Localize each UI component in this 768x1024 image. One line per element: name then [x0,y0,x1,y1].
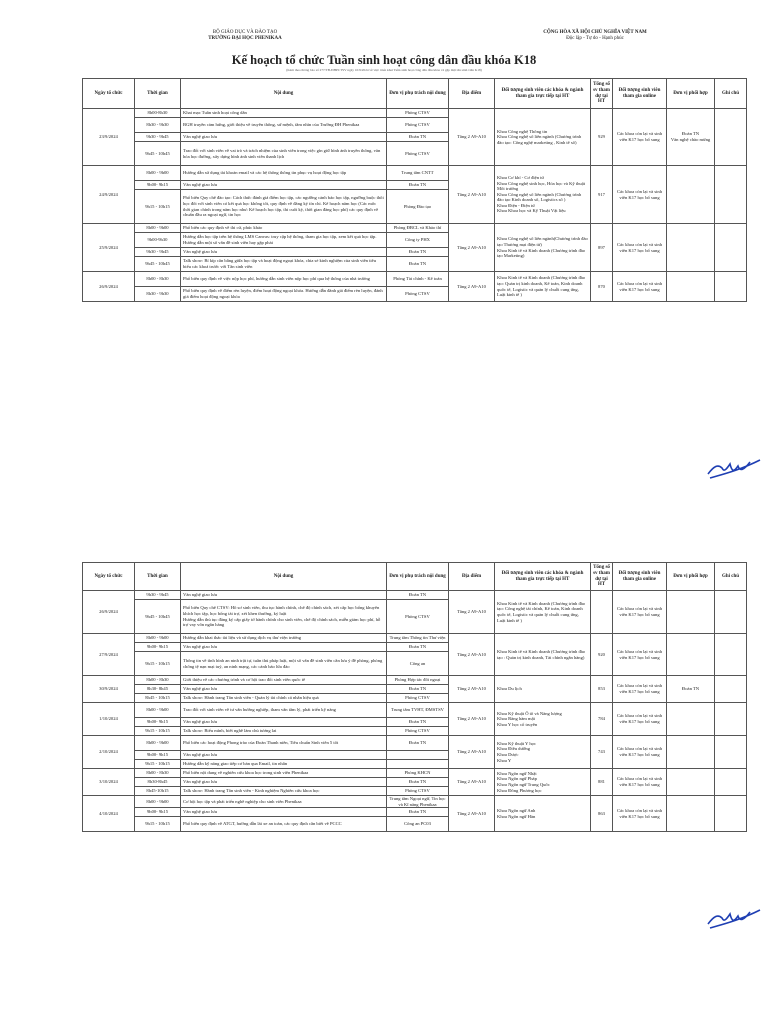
responsible-unit: Phòng CTSV [387,142,449,166]
column-header: Ghi chú [715,79,747,109]
event-location: Tầng 2 A9-A10 [449,591,495,634]
participant-groups: Khoa Kỹ thuật Ô tô và Năng lượng Khoa Răng hàm mặt Khoa Y học cổ truyền [495,703,591,736]
online-participants: Các khoa còn lại và sinh viên K17 học bổ sung [613,736,667,769]
column-header: Thời gian [135,563,181,591]
event-location: Tầng 2 A9-A10 [449,109,495,166]
participant-groups: Khoa Ngôn ngữ Anh Khoa Ngôn ngữ Hàn [495,796,591,832]
coordinating-unit [667,591,715,634]
responsible-unit: Trung tâm CNTT [387,166,449,181]
session-content: Văn nghệ giao lưu [181,778,387,787]
time-slot: 9h15 - 10h15 [135,190,181,224]
responsible-unit: Đoàn TN [387,257,449,272]
column-header: Thời gian [135,79,181,109]
coordinating-unit [667,796,715,832]
session-content: Talk show: Biểu mình, biết nghề làm chủ tương lai [181,727,387,736]
column-header: Ngày tổ chức [83,563,135,591]
event-date: 24/9/2024 [83,166,135,224]
responsible-unit: Trung tâm Thông tin Thư viện [387,634,449,643]
column-header: Đơn vị phụ trách nội dung [387,563,449,591]
attendee-count: 929 [591,109,613,166]
responsible-unit: Đoàn TN [387,808,449,817]
time-slot: 9h30 - 9h45 [135,591,181,600]
event-location: Tầng 2 A9-A10 [449,769,495,796]
responsible-unit [387,751,449,760]
session-content: Phổ biến quy định về việc nộp học phí, hướng dẫn sinh viên nộp học phí qua hệ thống của nhà trường [181,272,387,287]
time-slot: 9h15 - 10h15 [135,760,181,769]
coordinating-unit [667,224,715,272]
table-row [83,166,747,181]
time-slot: 9h00- 9h15 [135,181,181,190]
session-content: Văn nghệ giao lưu [181,808,387,817]
table-row [83,591,747,600]
session-content: Văn nghệ giao lưu [181,248,387,257]
event-location: Tầng 2 A9-A10 [449,796,495,832]
time-slot: 8h00 - 9h00 [135,166,181,181]
participant-groups: Khoa Công nghệ Thông tin Khoa Công nghệ số liên ngành (Chương trình đào tạo: Công nghệ marketing , Kinh tế số) [495,109,591,166]
session-content: Văn nghệ giao lưu [181,751,387,760]
session-content: Giới thiệu về các chương trình và cơ hội trao đổi sinh viên quốc tế [181,676,387,685]
responsible-unit: Đoàn TN [387,181,449,190]
time-slot: 9h30 - 9h45 [135,248,181,257]
session-content: Văn nghệ giao lưu [181,591,387,600]
schedule-table-1 [82,78,747,302]
coordinating-unit [667,736,715,769]
column-header: Đối tượng sinh viên các khóa & ngành tham gia trực tiếp tại HT [495,563,591,591]
column-header: Đối tượng sinh viên tham gia online [613,79,667,109]
session-content: Talk show: Hành trang Tân sinh viên - Quản lý tài chính cá nhân hiệu quả [181,694,387,703]
online-participants: Các khoa còn lại và sinh viên K17 học bổ sung [613,676,667,703]
participant-groups: Khoa Du lịch [495,676,591,703]
table-row [83,634,747,643]
time-slot: 8h30- 8h45 [135,685,181,694]
session-content: Phổ biến Quy chế đào tạo: Cách thức đánh giá điểm học tập, các ngưỡng cảnh báo học tập, ngưỡng buộc thôi học đối với sinh viên có kết quả học không tốt, quy định về đăng ký tín chỉ. Kế hoạch năm học (Các mốc thời gian chính trong năm học như: Kế hoạch học tập, thi cuối kỳ, thời gian đăng học phí) các quy định về chuẩn đầu ra ngoại ngữ, tin học [181,190,387,224]
time-slot: 8h00 - 8h30 [135,676,181,685]
responsible-unit: Phòng CTSV [387,600,449,634]
attendee-count: 897 [591,224,613,272]
session-content: Văn nghệ giao lưu [181,643,387,652]
session-content: Thông tin về tình hình an ninh trật tự, tuần thủ pháp luật, một số vấn đề sinh viên cần lưu ý đề phòng, phòng chống tệ nạn mại tuý, an ninh mạng, các cảnh báo lừa đảo [181,652,387,676]
table-row [83,224,747,233]
event-location: Tầng 2 A9-A10 [449,166,495,224]
document-subtitle: (Kèm theo thông báo số 277/TB-ĐHPCTSV ngày 10/9/2024 về việc triển khai Tuần sinh hoạt công dân đầu khóa và gặp mặt tân sinh viên K18) [286,68,482,72]
session-content: Văn nghệ giao lưu [181,133,387,142]
table-row [83,109,747,118]
table-header-row [83,79,747,109]
responsible-unit: Phòng Hợp tác đối ngoại [387,676,449,685]
time-slot: 8h45-10h15 [135,787,181,796]
online-participants: Các khoa còn lại và sinh viên K17 học bổ sung [613,591,667,634]
nation-motto: Độc lập - Tự do - Hạnh phúc [566,36,624,41]
event-date: 27/9/2024 [83,634,135,676]
table-row [83,769,747,778]
column-header: Tổng số sv tham dự tại HT [591,79,613,109]
time-slot: 9h15 - 10h15 [135,727,181,736]
time-slot: 8h00 - 8h30 [135,272,181,287]
responsible-unit: Đoàn TN [387,248,449,257]
column-header: Nội dung [181,79,387,109]
participant-groups: Khoa Kinh tế và Kinh doanh (Chương trình đào tạo: Quản trị kinh doanh, Kế toán, Kinh doanh quốc tế, Logistic và quản lý chuỗi cung ứng, Luật kinh tế ) [495,272,591,302]
session-content: Cơ hội học tập và phát triển nghề nghiệp cho sinh viên Phenikaa [181,796,387,808]
coordinating-unit [667,703,715,736]
responsible-unit: Phòng CTSV [387,787,449,796]
event-date: 2/10/2024 [83,736,135,769]
time-slot: 8h00 - 9h00 [135,634,181,643]
responsible-unit: Công an PC03 [387,817,449,832]
event-date: 3/10/2024 [83,769,135,796]
session-content: Trao đổi với sinh viên về vai trò và trách nhiệm của sinh viên trong việc gìn giữ hình ảnh truyền thống, văn hóa học đường, xây dựng hình ảnh sinh viên thanh lịch [181,142,387,166]
time-slot: 9h15 - 10h15 [135,817,181,832]
document-title: Kế hoạch tổ chức Tuần sinh hoạt công dân đầu khóa K18 [231,53,537,67]
responsible-unit: Đoàn TN [387,718,449,727]
nation-name: CỘNG HÒA XÃ HỘI CHỦ NGHĨA VIỆT NAM [543,30,647,35]
session-content: Hướng dẫn sử dụng tài khoản email và các hệ thống thông tin phục vụ hoạt động học tập [181,166,387,181]
event-date: 30/9/2024 [83,676,135,703]
responsible-unit: Phòng Đào tạo [387,190,449,224]
online-participants: Các khoa còn lại và sinh viên K17 học bổ sung [613,703,667,736]
session-content: Phổ biến nội dung về nghiên cứu khoa học trong sinh viên Phenikaa [181,769,387,778]
time-slot: 9h15 - 10h15 [135,652,181,676]
responsible-unit: Phòng Tài chính - Kế toán [387,272,449,287]
event-date: 23/9/2024 [83,109,135,166]
attendee-count: 881 [591,769,613,796]
event-date: 26/9/2024 [83,272,135,302]
notes [715,166,747,224]
session-content: BGH truyền cảm hứng, giới thiệu về truyền thống, sứ mệnh, tầm nhìn của Trường ĐH Phenikaa [181,118,387,133]
participant-groups: Khoa Kinh tế và Kinh doanh (Chương trình đào tạo: Công nghệ tài chính, Kế toán, Kinh doanh quốc tế, Logistic và quản lý chuỗi cung ứng, Luật kinh tế ) [495,591,591,634]
coordinating-unit [667,166,715,224]
event-location: Tầng 2 A9-A10 [449,634,495,676]
notes [715,736,747,769]
event-date: 25/9/2024 [83,224,135,272]
online-participants: Các khoa còn lại và sinh viên K17 học bổ sung [613,224,667,272]
column-header: Địa điểm [449,563,495,591]
notes [715,272,747,302]
responsible-unit: Phòng CTSV [387,287,449,302]
session-content: Khai mạc Tuần sinh hoạt công dân [181,109,387,118]
header-left [200,30,290,42]
responsible-unit: Công an [387,652,449,676]
participant-groups: Khoa Kỹ thuật Y học Khoa Điều dưỡng Khoa Dược Khoa Y [495,736,591,769]
signature-mark-1 [706,452,762,482]
notes [715,591,747,634]
attendee-count [591,591,613,634]
session-content: Văn nghệ giao lưu [181,181,387,190]
session-content: Phổ biến quy định về ATGT, hướng dẫn lái xe an toàn, các quy định cần biết về PCCC [181,817,387,832]
session-content: Trao đổi với sinh viên về tư vấn hướng nghiệp, tham vấn tâm lý, phát triển kỹ năng [181,703,387,718]
online-participants: Các khoa còn lại và sinh viên K17 học bổ sung [613,109,667,166]
coordinating-unit [667,272,715,302]
time-slot: 8h30 - 9h30 [135,118,181,133]
responsible-unit [387,760,449,769]
column-header: Đối tượng sinh viên tham gia online [613,563,667,591]
time-slot: 8h00-8h30 [135,109,181,118]
schedule-table-2 [82,562,747,832]
time-slot: 9h45 - 10h45 [135,600,181,634]
participant-groups: Khoa Kinh tế và Kinh doanh (Chương trình đào tạo : Quản trị kinh doanh, Tài chính ngân hàng) [495,634,591,676]
time-slot: 9h45 - 10h45 [135,142,181,166]
notes [715,769,747,796]
responsible-unit: Phòng CTSV [387,109,449,118]
attendee-count: 870 [591,272,613,302]
attendee-count: 743 [591,736,613,769]
coordinating-unit: Đoàn TN Văn nghệ chào mừng [667,109,715,166]
column-header: Ngày tổ chức [83,79,135,109]
time-slot: 9h00-9h30 [135,233,181,248]
responsible-unit: Trung tâm Ngoại ngữ, Tin học và Kĩ năng Phenikaa [387,796,449,808]
session-content: Phổ biến quy định về điểm rèn luyện, điểm hoạt động ngoại khóa. Hướng dẫn đánh giá điểm rèn luyện, đánh giá điểm hoạt động ngoại khóa [181,287,387,302]
online-participants: Các khoa còn lại và sinh viên K17 học bổ sung [613,166,667,224]
session-content: Hướng dẫn khai thác tài liệu và sử dụng dịch vụ thư viện trường [181,634,387,643]
notes [715,109,747,166]
session-content: Phổ biến các hoạt động Phong trào của Đoàn Thanh niên, Tiêu chuẩn Sinh viên 5 tốt [181,736,387,751]
session-content: Talk show: Bí kíp cân bằng giữa học tập và hoạt động ngoại khóa, chia sẻ kinh nghiệm của sinh viên tiêu biểu các khoá trước với Tân sinh viên [181,257,387,272]
signature-mark-2 [706,902,762,932]
attendee-count: 853 [591,676,613,703]
time-slot: 8h00 - 9h00 [135,703,181,718]
coordinating-unit [667,769,715,796]
table-row [83,796,747,808]
time-slot: 9h30 - 9h45 [135,133,181,142]
session-content: Phổ biến Quy chế CTSV: Hồ sơ sinh viên, thu tục hành chính, chế độ chính sách, xét cấp học bổng khuyến khích học tập, học bổng tài trợ, xét khen thưởng, kỷ luật Hướng dẫn thủ tục đăng ký cấp giấy tờ hành chính cho sinh viên, chế độ chính sách, miễn giảm học phí, hỗ trợ vay vốn ngân hàng [181,600,387,634]
time-slot: 8h30 - 9h30 [135,287,181,302]
table-row [83,703,747,718]
notes [715,224,747,272]
attendee-count: 784 [591,703,613,736]
attendee-count: 920 [591,634,613,676]
column-header: Đối tượng sinh viên các khóa & ngành tham gia trực tiếp tại HT [495,79,591,109]
time-slot: 8h30-8h45 [135,778,181,787]
page-2 [0,512,768,1024]
online-participants: Các khoa còn lại và sinh viên K17 học bổ sung [613,272,667,302]
column-header: Tổng số sv tham dự tại HT [591,563,613,591]
time-slot: 8h00 - 9h00 [135,224,181,233]
table-header-row [83,563,747,591]
coordinating-unit: Đoàn TN [667,676,715,703]
session-content: Hướng dẫn kỹ năng giao tiếp cơ bản qua Email, tin nhắn [181,760,387,769]
responsible-unit: Phòng CTSV [387,694,449,703]
coordinating-unit [667,634,715,676]
online-participants: Các khoa còn lại và sinh viên K17 học bổ sung [613,634,667,676]
time-slot: 9h45 - 10h45 [135,257,181,272]
responsible-unit: Đoàn TN [387,685,449,694]
responsible-unit: Phòng KHCN [387,769,449,778]
table-row [83,272,747,287]
time-slot: 8h00 - 9h00 [135,796,181,808]
responsible-unit: Phòng CTSV [387,727,449,736]
responsible-unit: Phòng CTSV [387,118,449,133]
session-content: Hướng dẫn học tập trên hệ thống LMS Canvas: truy cập hệ thống, tham gia học tập, xem kết quả học tập. Hướng dẫn một số vấn đề sinh viên hay gặp phải [181,233,387,248]
table-row [83,736,747,751]
column-header: Địa điểm [449,79,495,109]
participant-groups: Khoa Ngôn ngữ Nhật Khoa Ngôn ngữ Pháp Khoa Ngôn ngữ Trung Quốc Khoa Đông Phương học [495,769,591,796]
responsible-unit: Phòng ĐBCL và Khảo thí [387,224,449,233]
column-header: Đơn vị phối hợp [667,79,715,109]
event-date: 1/10/2024 [83,703,135,736]
school-name: TRƯỜNG ĐẠI HỌC PHENIKAA [208,36,282,41]
attendee-count: 917 [591,166,613,224]
responsible-unit: Đoàn TN [387,778,449,787]
responsible-unit: Đoàn TN [387,643,449,652]
event-location: Tầng 2 A9-A10 [449,676,495,703]
session-content: Văn nghệ giao lưu [181,685,387,694]
time-slot: 9h00- 9h15 [135,751,181,760]
session-content: Talk show: Hành trang Tân sinh viên - Kinh nghiệm Nghiên cứu khoa học [181,787,387,796]
event-location: Tầng 2 A9-A10 [449,224,495,272]
event-date: 26/9/2024 [83,591,135,634]
header-right [525,30,665,42]
participant-groups: Khoa Cơ khí - Cơ điện tử Khoa Công nghệ sinh học, Hóa học và Kỹ thuật Môi trường Khoa Công nghệ số liên ngành (Chương trình đào tạo Kinh doanh số, Logistics số ) Khoa Điện - Điện tử Khoa Khoa học và Kỹ Thuật Vật liệu [495,166,591,224]
session-content: Văn nghệ giao lưu [181,718,387,727]
event-date: 4/10/2024 [83,796,135,832]
notes [715,676,747,703]
notes [715,796,747,832]
notes [715,634,747,676]
table-row [83,676,747,685]
attendee-count: 863 [591,796,613,832]
column-header: Ghi chú [715,563,747,591]
online-participants: Các khoa còn lại và sinh viên K17 học bổ sung [613,769,667,796]
responsible-unit: Công ty PHX [387,233,449,248]
session-content: Phổ biến các quy định về thi cử, phúc khảo [181,224,387,233]
time-slot: 8h45 - 10h15 [135,694,181,703]
time-slot: 9h00- 9h15 [135,718,181,727]
responsible-unit: Trung tâm TVHT, ĐMSTSV [387,703,449,718]
column-header: Đơn vị phối hợp [667,563,715,591]
responsible-unit: Đoàn TN [387,591,449,600]
responsible-unit: Đoàn TN [387,736,449,751]
time-slot: 8h00 - 9h00 [135,736,181,751]
time-slot: 9h00- 9h15 [135,808,181,817]
ministry-name: BỘ GIÁO DỤC VÀ ĐÀO TẠO [212,30,278,35]
notes [715,703,747,736]
responsible-unit: Đoàn TN [387,133,449,142]
column-header: Nội dung [181,563,387,591]
event-location: Tầng 2 A9-A10 [449,736,495,769]
time-slot: 8h00 - 8h30 [135,769,181,778]
event-location: Tầng 2 A9-A10 [449,272,495,302]
event-location: Tầng 2 A9-A10 [449,703,495,736]
online-participants: Các khoa còn lại và sinh viên K17 học bổ sung [613,796,667,832]
column-header: Đơn vị phụ trách nội dung [387,79,449,109]
participant-groups: Khoa Công nghệ số liên ngành(Chương trình đào tạo Thương mại điện tử) Khoa Kinh tế và Kinh doanh (Chương trình đào tạo Marketing) [495,224,591,272]
time-slot: 9h00- 9h15 [135,643,181,652]
